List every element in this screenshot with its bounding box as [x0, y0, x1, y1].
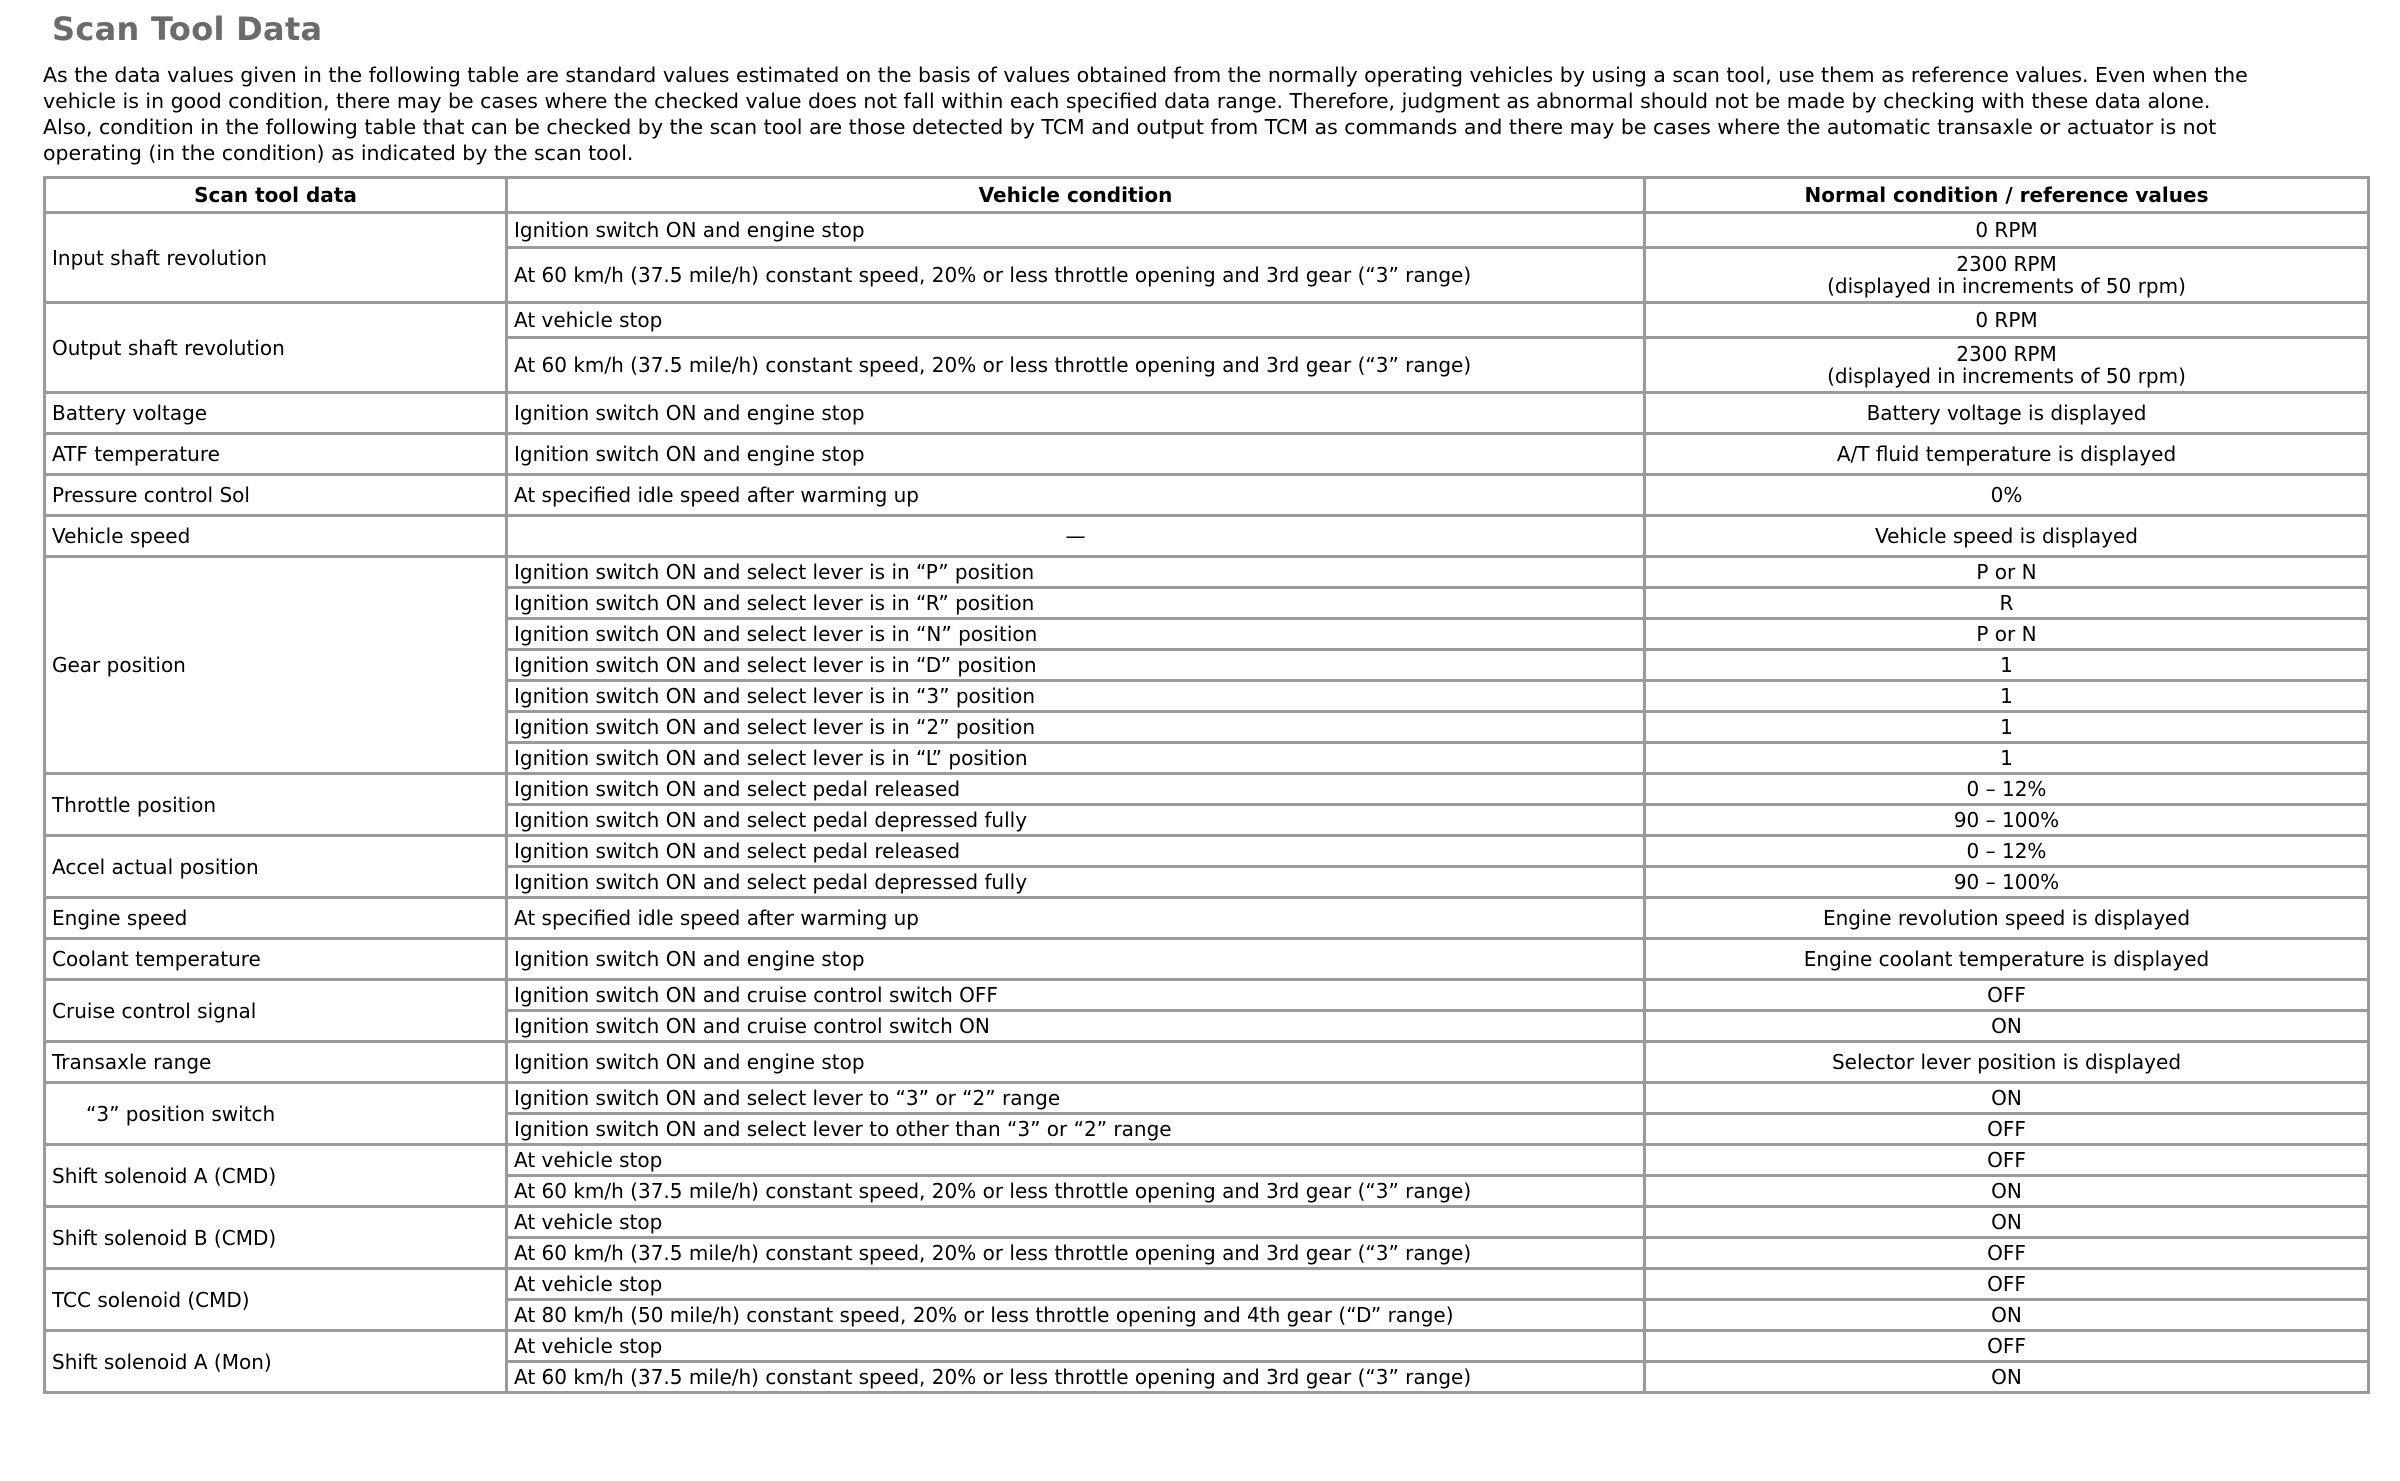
table-row	[45, 434, 2369, 475]
reference-value-cell: 0 RPM	[1645, 213, 2369, 248]
scan-tool-item: Battery voltage	[45, 393, 507, 434]
vehicle-condition-cell: At specified idle speed after warming up	[507, 898, 1645, 939]
reference-value-cell: OFF	[1645, 1331, 2369, 1362]
scan-tool-item: Cruise control signal	[45, 980, 507, 1042]
vehicle-condition-cell: Ignition switch ON and select lever is in “P” position	[507, 557, 1645, 588]
vehicle-condition-cell: Ignition switch ON and select lever is in “D” position	[507, 650, 1645, 681]
scan-tool-item: Vehicle speed	[45, 516, 507, 557]
reference-value-cell: 90 – 100%	[1645, 805, 2369, 836]
table-row	[45, 939, 2369, 980]
intro-line: vehicle is in good condition, there may be cases where the checked value does not fall within each specified data range. Therefore, judgment as abnormal should not be made by checking with these data alone.	[43, 89, 2211, 113]
reference-value-cell: OFF	[1645, 980, 2369, 1011]
vehicle-condition-cell: At 60 km/h (37.5 mile/h) constant speed, 20% or less throttle opening and 3rd gear (“3” range)	[507, 338, 1645, 393]
vehicle-condition-cell: —	[507, 516, 1645, 557]
reference-value-cell: ON	[1645, 1362, 2369, 1393]
vehicle-condition-cell: At vehicle stop	[507, 1207, 1645, 1238]
vehicle-condition-cell: At vehicle stop	[507, 303, 1645, 338]
reference-value-cell: 0 – 12%	[1645, 774, 2369, 805]
vehicle-condition-cell: Ignition switch ON and select pedal released	[507, 836, 1645, 867]
reference-value-cell: P or N	[1645, 557, 2369, 588]
vehicle-condition-cell: Ignition switch ON and select lever to “3” or “2” range	[507, 1083, 1645, 1114]
reference-value-cell: R	[1645, 588, 2369, 619]
scan-tool-item: Shift solenoid A (CMD)	[45, 1145, 507, 1207]
scan-tool-item: Coolant temperature	[45, 939, 507, 980]
reference-value: 2300 RPM	[1956, 252, 2057, 276]
reference-value: 2300 RPM	[1956, 342, 2057, 366]
reference-value-cell: 0%	[1645, 475, 2369, 516]
reference-value-cell: Selector lever position is displayed	[1645, 1042, 2369, 1083]
vehicle-condition-cell: At 60 km/h (37.5 mile/h) constant speed, 20% or less throttle opening and 3rd gear (“3” range)	[507, 1176, 1645, 1207]
reference-value-cell: OFF	[1645, 1114, 2369, 1145]
table-row	[45, 898, 2369, 939]
scan-tool-item: Throttle position	[45, 774, 507, 836]
scan-tool-item: Gear position	[45, 557, 507, 774]
vehicle-condition-cell: Ignition switch ON and select pedal depressed fully	[507, 867, 1645, 898]
table-row	[45, 1331, 2369, 1362]
vehicle-condition-cell: At specified idle speed after warming up	[507, 475, 1645, 516]
table-header-row	[45, 178, 2369, 213]
vehicle-condition-cell: Ignition switch ON and cruise control switch ON	[507, 1011, 1645, 1042]
vehicle-condition-cell: Ignition switch ON and select lever is in “R” position	[507, 588, 1645, 619]
table-row	[45, 303, 2369, 338]
intro-paragraph	[43, 62, 2373, 166]
table-row	[45, 980, 2369, 1011]
table-row	[45, 393, 2369, 434]
vehicle-condition-cell: Ignition switch ON and engine stop	[507, 213, 1645, 248]
vehicle-condition-cell: Ignition switch ON and engine stop	[507, 939, 1645, 980]
vehicle-condition-cell: Ignition switch ON and select lever is in “N” position	[507, 619, 1645, 650]
table-row	[45, 213, 2369, 248]
vehicle-condition-cell: Ignition switch ON and cruise control switch OFF	[507, 980, 1645, 1011]
vehicle-condition-cell: Ignition switch ON and engine stop	[507, 434, 1645, 475]
reference-value-cell: Engine coolant temperature is displayed	[1645, 939, 2369, 980]
reference-value-cell: Battery voltage is displayed	[1645, 393, 2369, 434]
reference-value-cell: Vehicle speed is displayed	[1645, 516, 2369, 557]
reference-value-cell: 90 – 100%	[1645, 867, 2369, 898]
reference-value-cell: OFF	[1645, 1238, 2369, 1269]
scan-tool-item: Output shaft revolution	[45, 303, 507, 393]
table-row	[45, 1269, 2369, 1300]
reference-value-cell: OFF	[1645, 1269, 2369, 1300]
table-row	[45, 1207, 2369, 1238]
table-row	[45, 475, 2369, 516]
table-row	[45, 1083, 2369, 1114]
vehicle-condition-cell: Ignition switch ON and select pedal depressed fully	[507, 805, 1645, 836]
table-row	[45, 516, 2369, 557]
table-body	[45, 213, 2369, 1393]
reference-value-cell: 1	[1645, 743, 2369, 774]
scan-tool-item: Input shaft revolution	[45, 213, 507, 303]
vehicle-condition-cell: Ignition switch ON and select lever is in “2” position	[507, 712, 1645, 743]
header-vehicle-condition: Vehicle condition	[507, 178, 1645, 213]
scan-tool-data-table	[43, 176, 2370, 1394]
reference-value-cell: ON	[1645, 1176, 2369, 1207]
vehicle-condition-cell: At vehicle stop	[507, 1269, 1645, 1300]
reference-value-cell: 1	[1645, 712, 2369, 743]
table-row	[45, 836, 2369, 867]
reference-value-cell: A/T fluid temperature is displayed	[1645, 434, 2369, 475]
reference-value-cell	[1645, 338, 2369, 393]
vehicle-condition-cell: Ignition switch ON and select pedal released	[507, 774, 1645, 805]
scan-tool-item: Engine speed	[45, 898, 507, 939]
vehicle-condition-cell: At 80 km/h (50 mile/h) constant speed, 20% or less throttle opening and 4th gear (“D” range)	[507, 1300, 1645, 1331]
table-row	[45, 557, 2369, 588]
vehicle-condition-cell: At 60 km/h (37.5 mile/h) constant speed, 20% or less throttle opening and 3rd gear (“3” range)	[507, 248, 1645, 303]
vehicle-condition-cell: Ignition switch ON and engine stop	[507, 1042, 1645, 1083]
reference-value-cell: 0 – 12%	[1645, 836, 2369, 867]
vehicle-condition-cell: Ignition switch ON and select lever is in “3” position	[507, 681, 1645, 712]
scan-tool-item: Accel actual position	[45, 836, 507, 898]
scan-tool-item: TCC solenoid (CMD)	[45, 1269, 507, 1331]
reference-value-note: (displayed in increments of 50 rpm)	[1827, 274, 2186, 298]
reference-value-cell: ON	[1645, 1207, 2369, 1238]
table-row	[45, 1042, 2369, 1083]
reference-value-cell: 1	[1645, 681, 2369, 712]
reference-value-cell: Engine revolution speed is displayed	[1645, 898, 2369, 939]
scan-tool-item: ATF temperature	[45, 434, 507, 475]
vehicle-condition-cell: At 60 km/h (37.5 mile/h) constant speed, 20% or less throttle opening and 3rd gear (“3” range)	[507, 1238, 1645, 1269]
intro-line: Also, condition in the following table that can be checked by the scan tool are those detected by TCM and output from TCM as commands and there may be cases where the automatic transaxle or actuator is not	[43, 115, 2217, 139]
reference-value-cell: ON	[1645, 1011, 2369, 1042]
table-row	[45, 774, 2369, 805]
reference-value-note: (displayed in increments of 50 rpm)	[1827, 364, 2186, 388]
scan-tool-item: “3” position switch	[45, 1083, 507, 1145]
reference-value-cell: 0 RPM	[1645, 303, 2369, 338]
reference-value-cell: ON	[1645, 1083, 2369, 1114]
scan-tool-item: Shift solenoid A (Mon)	[45, 1331, 507, 1393]
page-title: Scan Tool Data	[52, 10, 323, 48]
vehicle-condition-cell: Ignition switch ON and select lever to other than “3” or “2” range	[507, 1114, 1645, 1145]
vehicle-condition-cell: At 60 km/h (37.5 mile/h) constant speed, 20% or less throttle opening and 3rd gear (“3” range)	[507, 1362, 1645, 1393]
intro-line: operating (in the condition) as indicated by the scan tool.	[43, 141, 634, 165]
vehicle-condition-cell: At vehicle stop	[507, 1331, 1645, 1362]
reference-value-cell: ON	[1645, 1300, 2369, 1331]
reference-value-cell	[1645, 248, 2369, 303]
reference-value-cell: 1	[1645, 650, 2369, 681]
scan-tool-item: Shift solenoid B (CMD)	[45, 1207, 507, 1269]
reference-value-cell: OFF	[1645, 1145, 2369, 1176]
table-row	[45, 1145, 2369, 1176]
scan-tool-item: Transaxle range	[45, 1042, 507, 1083]
scan-tool-item: Pressure control Sol	[45, 475, 507, 516]
vehicle-condition-cell: Ignition switch ON and select lever is in “L” position	[507, 743, 1645, 774]
header-reference-values: Normal condition / reference values	[1645, 178, 2369, 213]
vehicle-condition-cell: Ignition switch ON and engine stop	[507, 393, 1645, 434]
reference-value-cell: P or N	[1645, 619, 2369, 650]
vehicle-condition-cell: At vehicle stop	[507, 1145, 1645, 1176]
intro-line: As the data values given in the following table are standard values estimated on the basis of values obtained from the normally operating vehicles by using a scan tool, use them as reference values. Even when the	[43, 63, 2248, 87]
header-scan-tool-data: Scan tool data	[45, 178, 507, 213]
